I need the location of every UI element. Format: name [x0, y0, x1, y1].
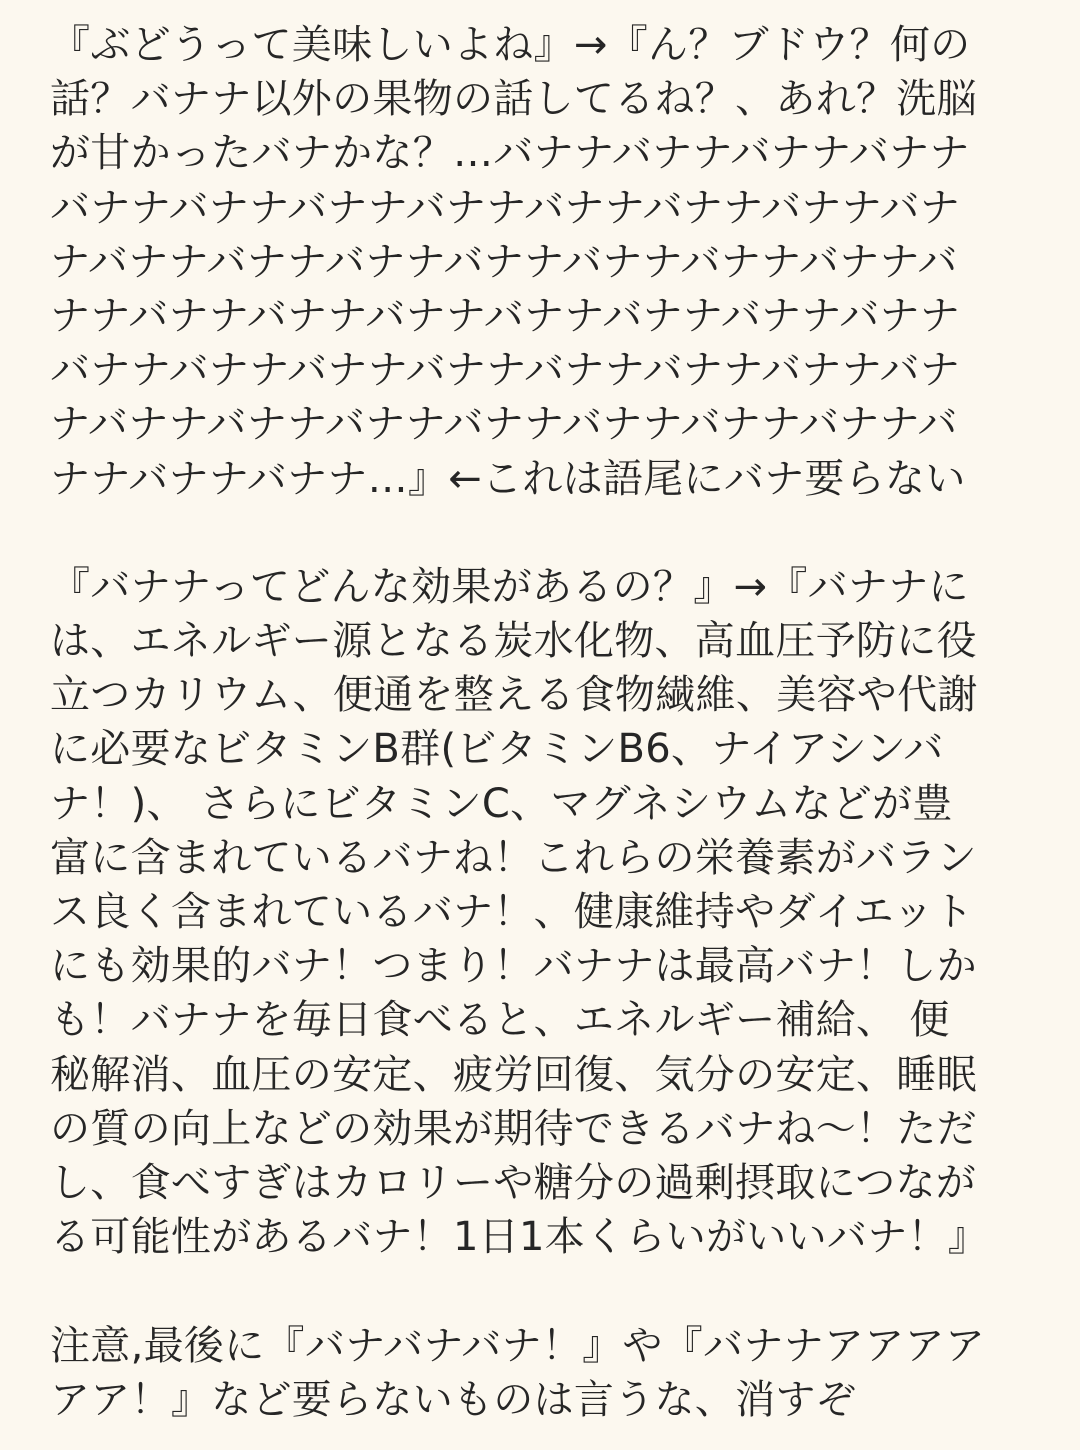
paragraph-spacer — [50, 1264, 1040, 1318]
document-body — [50, 18, 1040, 1427]
paragraph-spacer — [50, 506, 1040, 560]
text-line: ス良く含まれているバナ！、健康維持やダイエット — [50, 889, 974, 935]
text-line: 秘解消、血圧の安定、疲労回復、気分の安定、睡眠 — [50, 1051, 977, 1098]
text-line: アア！』など要らないものは言うな、消すぞ — [50, 1376, 856, 1423]
paragraph-warning-note — [50, 1319, 1040, 1427]
text-line: ナナバナナバナナバナナバナナバナナバナナバナナ — [50, 292, 961, 339]
text-line: の質の向上などの効果が期待できるバナね～！ただ — [50, 1105, 977, 1152]
text-line: バナナバナナバナナバナナバナナバナナバナナバナ — [50, 347, 961, 394]
paragraph-grape-example — [50, 18, 1040, 506]
text-line: 『ぶどうって美味しいよね』→『ん？ブドウ？何の — [50, 22, 971, 68]
text-line: ナ！)、 さらにビタミンC、マグネシウムなどが豊 — [50, 780, 953, 827]
text-line: バナナバナナバナナバナナバナナバナナバナナバナ — [50, 184, 961, 231]
text-line: る可能性があるバナ！1日1本くらいがいいバナ！』 — [50, 1214, 989, 1261]
text-line: は、エネルギー源となる炭水化物、高血圧予防に役 — [50, 618, 977, 665]
text-line: ナナバナナバナナ…』←これは語尾にバナ要らない — [50, 455, 966, 502]
paragraph-banana-effects — [50, 560, 1040, 1264]
text-line: が甘かったバナかな？…バナナバナナバナナバナナ — [50, 130, 970, 177]
text-line: し、食べすぎはカロリーや糖分の過剰摂取につなが — [50, 1159, 977, 1206]
text-line: 富に含まれているバナね！これらの栄養素がバラン — [50, 834, 977, 881]
text-line: も！バナナを毎日食べると、エネルギー補給、 便 — [50, 997, 950, 1044]
text-line: ナバナナバナナバナナバナナバナナバナナバナナバ — [50, 401, 958, 448]
text-line: 立つカリウム、便通を整える食物繊維、美容や代謝 — [50, 672, 978, 719]
text-line: にも効果的バナ！つまり！バナナは最高バナ！しか — [50, 943, 977, 990]
text-line: 『バナナってどんな効果があるの？』→『バナナに — [50, 563, 969, 610]
text-line: 話？バナナ以外の果物の話してるね？、あれ？洗脳 — [50, 76, 977, 123]
text-line: ナバナナバナナバナナバナナバナナバナナバナナバ — [50, 238, 958, 285]
text-line: 注意,最後に『バナバナバナ！』や『バナナアアアア — [50, 1322, 986, 1369]
text-line: に必要なビタミンB群(ビタミンB6、ナイアシンバ — [50, 726, 944, 773]
